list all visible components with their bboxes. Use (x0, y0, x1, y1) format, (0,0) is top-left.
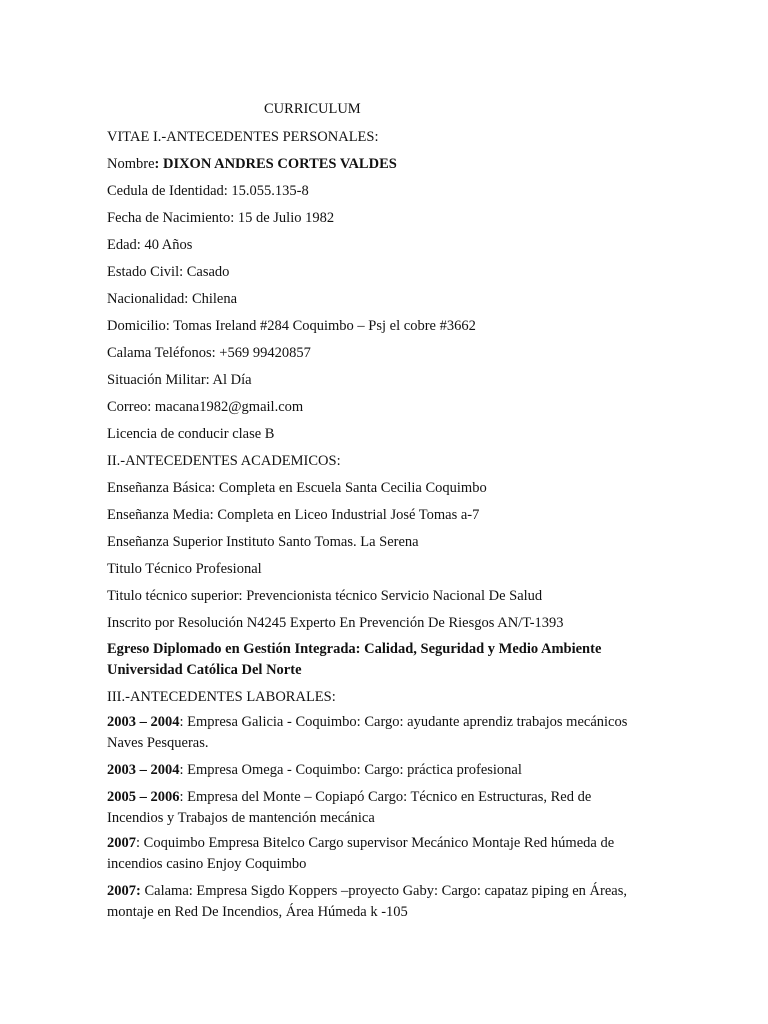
birth-date-line: Fecha de Nacimiento: 15 de Julio 1982 (107, 210, 335, 226)
job-entry-line-2: Incendios y Trabajos de mantención mecánica (107, 810, 375, 826)
job-description: : Coquimbo Empresa Bitelco Cargo supervisor Mecánico Montaje Red húmeda de (136, 835, 615, 851)
diploma-line-2: Universidad Católica Del Norte (107, 662, 302, 678)
academic-title-line: Titulo Técnico Profesional (107, 561, 262, 577)
name-label: Nombre (107, 156, 155, 172)
job-entry (107, 787, 662, 829)
age-line: Edad: 40 Años (107, 237, 193, 253)
job-years: 2007 (107, 835, 136, 851)
email-line: Correo: macana1982@gmail.com (107, 399, 304, 415)
academic-resolution-line: Inscrito por Resolución N4245 Experto En Prevención De Riesgos AN/T-1393 (107, 615, 564, 631)
job-description: Calama: Empresa Sigdo Koppers –proyecto Gaby: Cargo: capataz piping en Áreas, (140, 883, 627, 899)
job-description: : Empresa Galicia - Coquimbo: Cargo: ayudante aprendiz trabajos mecánicos (179, 714, 628, 730)
job-description: : Empresa Omega - Coquimbo: Cargo: práctica profesional (179, 762, 522, 778)
academic-basic-line: Enseñanza Básica: Completa en Escuela Santa Cecilia Coquimbo (107, 480, 487, 496)
document-title: CURRICULUM (264, 101, 361, 117)
job-years: 2003 – 2004 (107, 762, 180, 778)
nationality-line: Nacionalidad: Chilena (107, 291, 238, 307)
name-value: : DIXON ANDRES CORTES VALDES (154, 156, 397, 172)
job-entry-line-1 (107, 881, 662, 902)
section-academic-heading: II.-ANTECEDENTES ACADEMICOS: (107, 453, 341, 469)
diploma-paragraph (107, 639, 662, 681)
job-years: 2007: (107, 883, 141, 899)
diploma-line-1: Egreso Diplomado en Gestión Integrada: Calidad, Seguridad y Medio Ambiente (107, 641, 602, 657)
phone-line: Calama Teléfonos: +569 99420857 (107, 345, 311, 361)
section-work-heading: III.-ANTECEDENTES LABORALES: (107, 689, 336, 705)
job-entry-line-2: incendios casino Enjoy Coquimbo (107, 856, 307, 872)
address-line: Domicilio: Tomas Ireland #284 Coquimbo – Psj el cobre #3662 (107, 318, 476, 334)
job-entry-line-1 (107, 712, 662, 733)
section-personal-heading: VITAE I.-ANTECEDENTES PERSONALES: (107, 129, 379, 145)
job-entry-line-1 (107, 760, 662, 781)
job-years: 2003 – 2004 (107, 714, 180, 730)
job-entry-line-2: Naves Pesqueras. (107, 735, 209, 751)
job-entry-line-2: montaje en Red De Incendios, Área Húmeda k -105 (107, 904, 408, 920)
id-number-line: Cedula de Identidad: 15.055.135-8 (107, 183, 309, 199)
job-entry (107, 833, 662, 875)
job-entry-line-1 (107, 833, 662, 854)
license-line: Licencia de conducir clase B (107, 426, 275, 442)
job-entry-line-1 (107, 787, 662, 808)
job-entry (107, 760, 662, 781)
academic-higher-line: Enseñanza Superior Instituto Santo Tomas. La Serena (107, 534, 419, 550)
military-status-line: Situación Militar: Al Día (107, 372, 252, 388)
academic-superior-title-line: Titulo técnico superior: Prevencionista técnico Servicio Nacional De Salud (107, 588, 543, 604)
job-years: 2005 – 2006 (107, 789, 180, 805)
job-entry (107, 881, 662, 923)
job-description: : Empresa del Monte – Copiapó Cargo: Técnico en Estructuras, Red de (179, 789, 592, 805)
job-entry (107, 712, 662, 754)
name-line (107, 155, 667, 173)
civil-status-line: Estado Civil: Casado (107, 264, 230, 280)
academic-middle-line: Enseñanza Media: Completa en Liceo Industrial José Tomas a-7 (107, 507, 480, 523)
